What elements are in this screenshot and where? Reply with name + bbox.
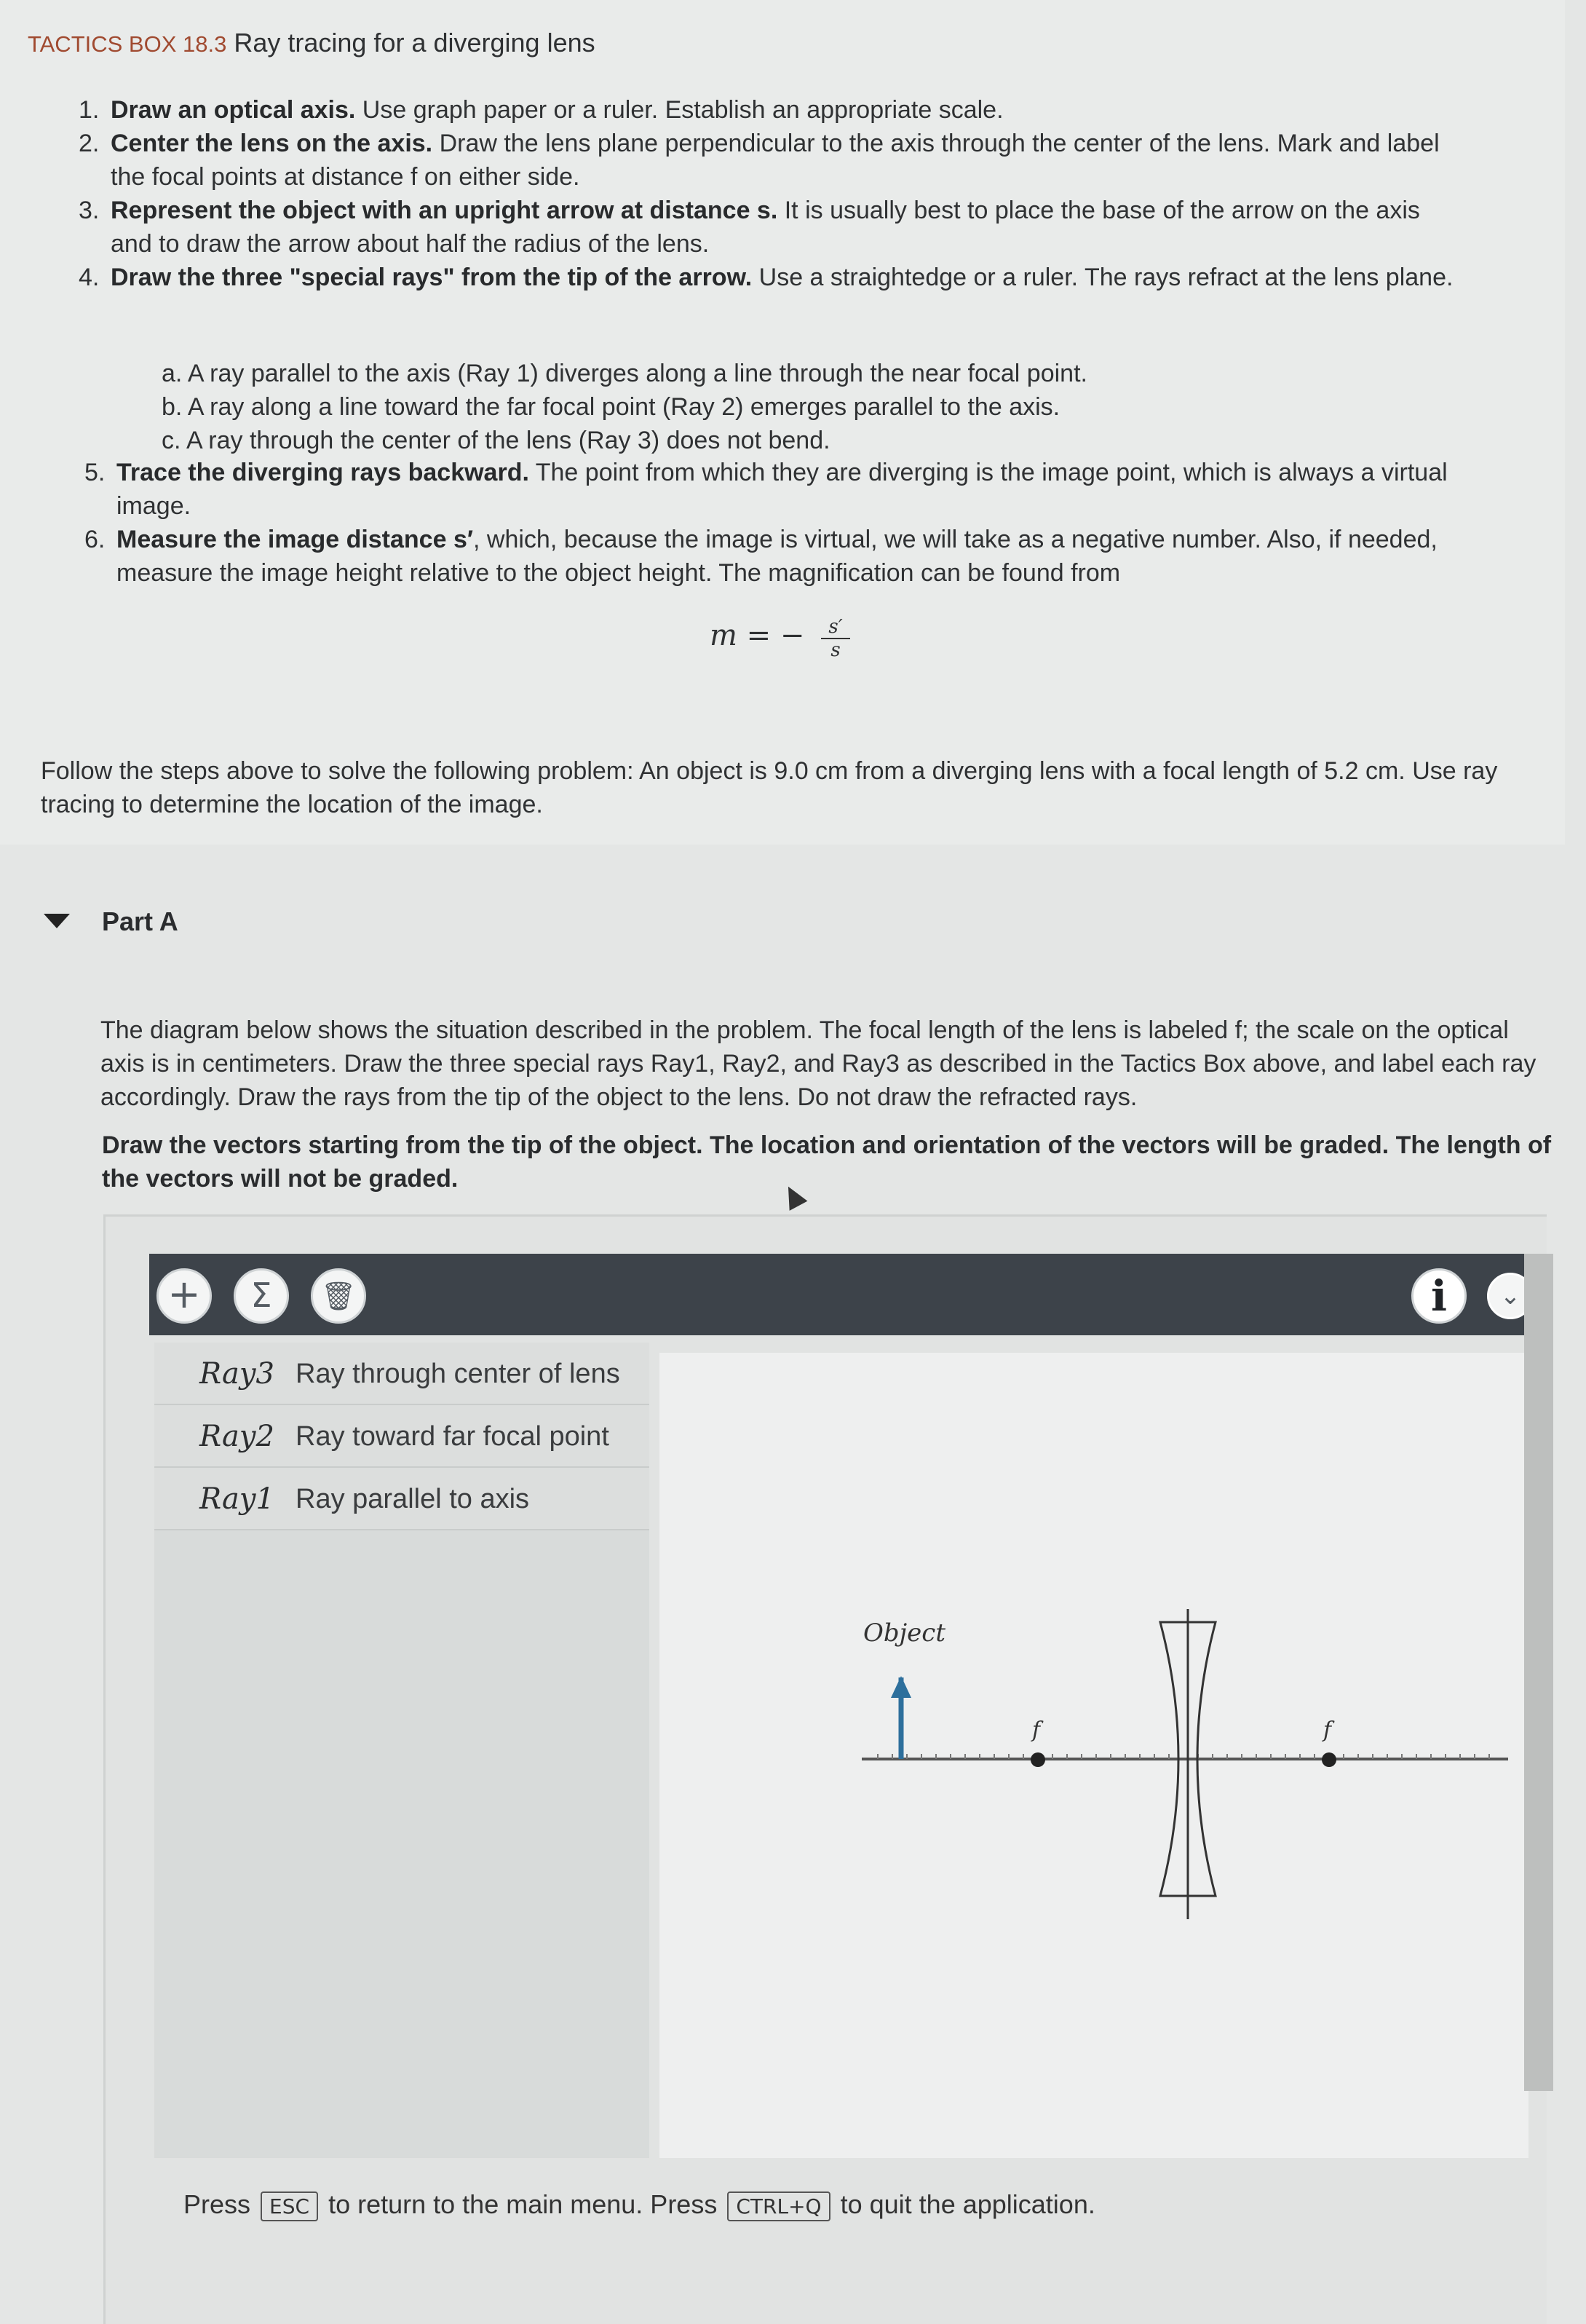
status-bar: Press ESC to return to the main menu. Press CTRL+Q to quit the application.	[183, 2189, 1095, 2221]
toolbar	[149, 1254, 1542, 1335]
fraction-denominator: s	[830, 639, 841, 661]
focal-point-right	[1322, 1752, 1336, 1767]
fraction-numerator: s′	[821, 616, 850, 639]
step-5: 5. Trace the diverging rays backward. The point from which they are diverging is the image point, which is always a virtual image.	[84, 459, 1448, 520]
substep-c: c. A ray through the center of the lens (Ray 3) does not bend.	[162, 427, 830, 454]
tactics-box-heading	[28, 28, 595, 58]
tactics-box-label: TACTICS BOX 18.3	[28, 31, 227, 57]
focal-point-left	[1031, 1752, 1045, 1767]
focal-label-right: f	[1323, 1718, 1332, 1743]
magnification-equation: m = −	[710, 619, 805, 652]
part-a-description: The diagram below shows the situation described in the problem. The focal length of the lens is labeled f; the scale on the optical axis is in centimeters. Draw the three special rays Ray1, Ray2, and Ray3 as described in the Tactics Box above, and label each ray accordingly. Draw the rays from the tip of the object to the lens. Do not draw the refracted rays.	[100, 1016, 1537, 1111]
object-label: Object	[863, 1618, 946, 1648]
optical-diagram[interactable]	[659, 1353, 1528, 2158]
sigma-icon[interactable]: Σ	[234, 1268, 289, 1324]
substep-a: a. A ray parallel to the axis (Ray 1) diverges along a line through the near focal point.	[162, 360, 1087, 387]
object-arrow	[891, 1676, 911, 1759]
collapse-triangle-icon[interactable]	[44, 914, 70, 928]
tactics-box	[0, 0, 1565, 845]
drawing-canvas[interactable]	[659, 1353, 1528, 2158]
ray-item-3[interactable]: Ray3 Ray through center of lens	[154, 1343, 649, 1405]
add-icon[interactable]: +	[156, 1268, 212, 1324]
ray-label-list	[154, 1343, 649, 1530]
tactics-box-title: Ray tracing for a diverging lens	[234, 28, 595, 58]
substep-b: b. A ray along a line toward the far focal point (Ray 2) emerges parallel to the axis.	[162, 393, 1060, 421]
part-a-instruction: Draw the vectors starting from the tip of the object. The location and orientation of the vectors will be graded. The length of the vectors will not be graded.	[102, 1131, 1552, 1193]
esc-key: ESC	[261, 2191, 318, 2221]
info-icon[interactable]: i	[1411, 1268, 1467, 1324]
ray-item-2[interactable]: Ray2 Ray toward far focal point	[154, 1405, 649, 1468]
scrollbar[interactable]	[1524, 1254, 1553, 2091]
step-2: 2. Center the lens on the axis. Draw the lens plane perpendicular to the axis through the center of the lens. Mark and label the focal points at distance f on either side.	[79, 130, 1440, 191]
step-6: 6. Measure the image distance s′, which, because the image is virtual, we will take as a negative number. Also, if needed, measure the image height relative to the object height. The magnification can be found from	[84, 526, 1438, 587]
trash-icon[interactable]: 🗑	[311, 1268, 366, 1324]
magnification-fraction	[821, 616, 850, 661]
step-1: 1. Draw an optical axis. Use graph paper or a ruler. Establish an appropriate scale.	[79, 96, 1004, 124]
step-3: 3. Represent the object with an upright arrow at distance s. It is usually best to place the base of the arrow on the axis and to draw the arrow about half the radius of the lens.	[79, 197, 1420, 258]
part-a-title[interactable]: Part A	[102, 906, 178, 936]
problem-statement: Follow the steps above to solve the following problem: An object is 9.0 cm from a diverging lens with a focal length of 5.2 cm. Use ray tracing to determine the location of the image.	[41, 757, 1498, 818]
diverging-lens	[1160, 1609, 1216, 1919]
focal-label-left: f	[1032, 1718, 1041, 1743]
step-4: 4. Draw the three "special rays" from the tip of the arrow. Use a straightedge or a ruler. The rays refract at the lens plane.	[79, 264, 1454, 291]
chevron-down-icon[interactable]: ⌄	[1487, 1273, 1534, 1319]
ctrl-q-key: CTRL+Q	[727, 2191, 830, 2221]
ray-item-1[interactable]: Ray1 Ray parallel to axis	[154, 1468, 649, 1530]
